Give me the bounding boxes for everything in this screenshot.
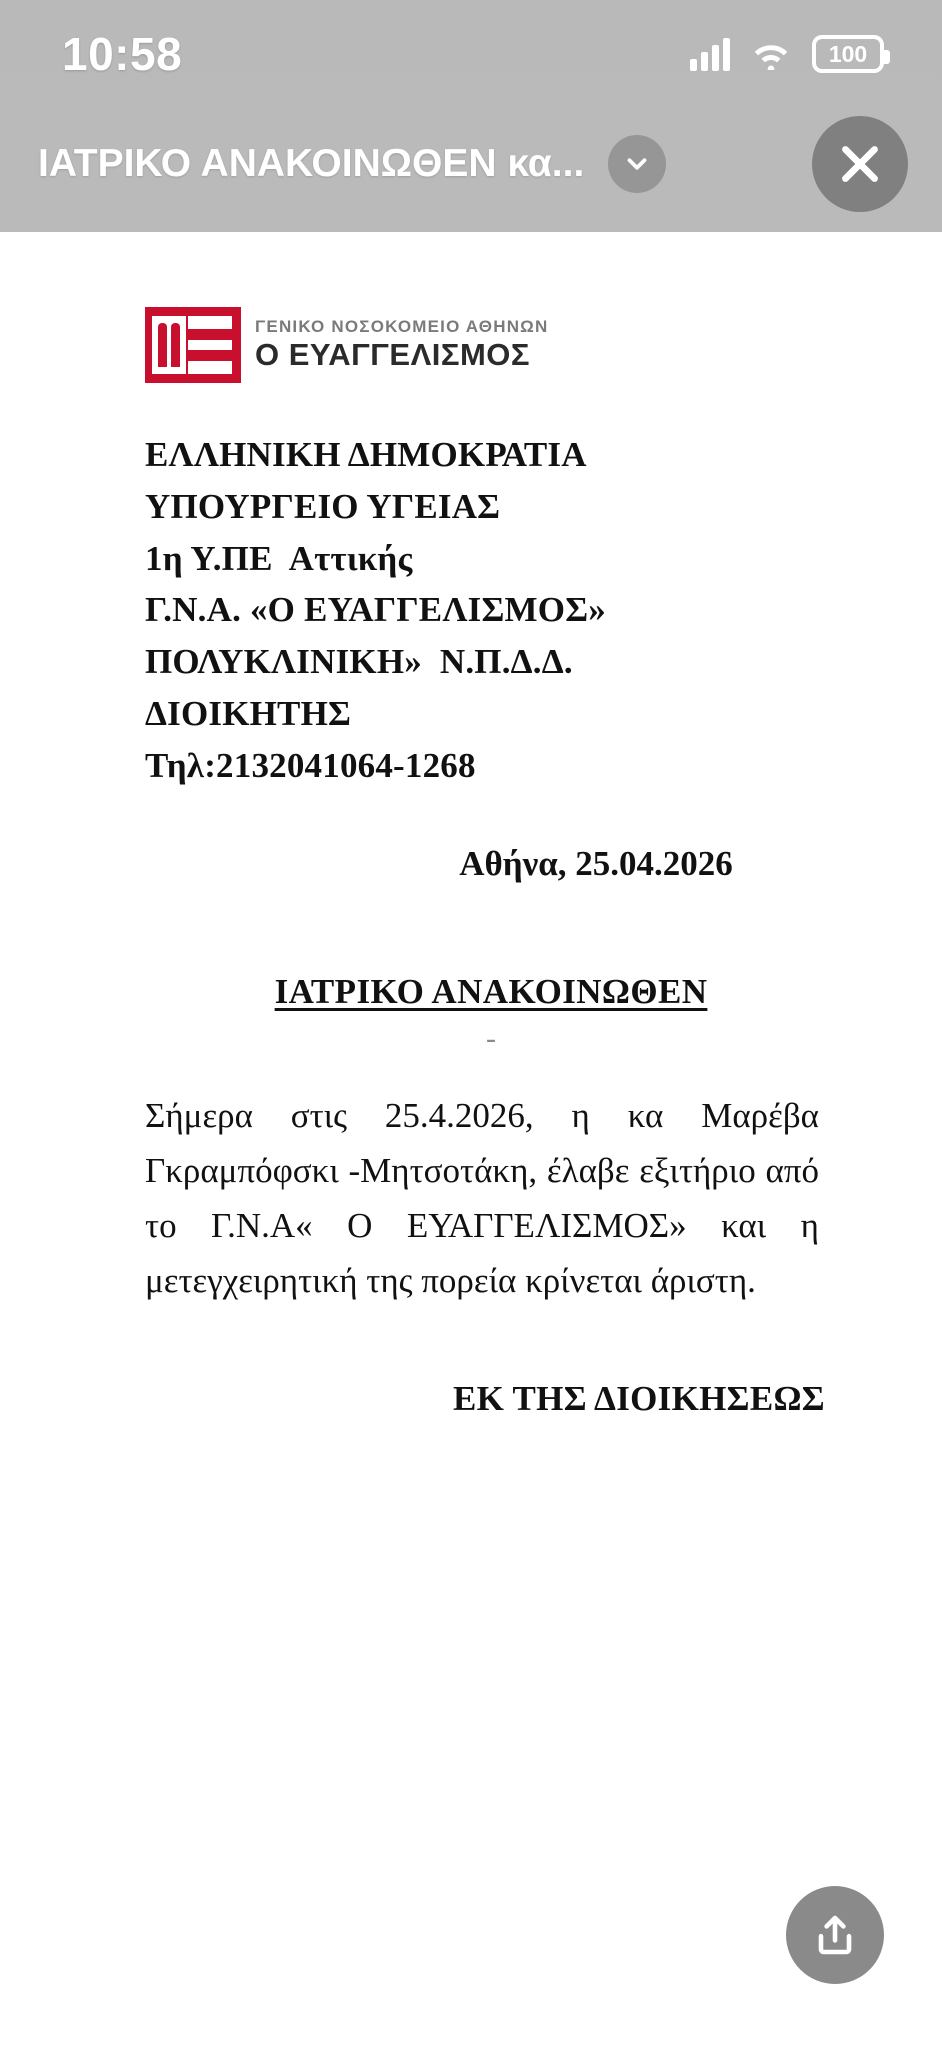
wifi-icon — [750, 38, 792, 70]
status-bar — [0, 0, 942, 108]
document-body-paragraph: Σήμερα στις 25.4.2026, η κα Μαρέβα Γκραμπόφσκι -Μητσοτάκη, έλαβε εξιτήριο από το Γ.Ν.Α« Ο ΕΥΑΓΓΕΛΙΣΜΟΣ» και η μετεγχειρητική της πορεία κρίνεται άριστη. — [145, 1095, 819, 1301]
letterhead-line-4: Γ.Ν.Α. «Ο ΕΥΑΓΓΕΛΙΣΜΟΣ» — [145, 590, 606, 630]
red-cross-hospital-logo-icon — [145, 307, 241, 383]
battery-icon — [812, 35, 884, 73]
page-title: ΙΑΤΡΙΚΟ ΑΝΑΚΟΙΝΩΘΕΝ κα... — [38, 142, 585, 185]
letterhead-line-6: ΔΙΟΙΚΗΤΗΣ — [145, 693, 352, 733]
letterhead-line-2: ΥΠΟΥΡΓΕΙΟ ΥΓΕΙΑΣ — [145, 486, 501, 526]
letterhead-line-3: 1η Υ.ΠΕ Αττικής — [145, 538, 413, 578]
status-time: 10:58 — [62, 28, 183, 80]
document-signature: ΕΚ ΤΗΣ ΔΙΟΙΚΗΣΕΩΣ — [452, 1378, 825, 1418]
share-icon[interactable] — [786, 1886, 884, 1984]
letterhead-line-1: ΕΛΛΗΝΙΚΗ ΔΗΜΟΚΡΑΤΙΑ — [145, 435, 587, 474]
hospital-logo-top-line: ΓΕΝΙΚΟ ΝΟΣΟΚΟΜΕΙΟ ΑΘΗΝΩΝ — [255, 317, 549, 337]
viewer-header — [0, 108, 942, 220]
letterhead-line-7: Τηλ:2132041064-1268 — [145, 745, 476, 785]
hospital-logo-main-line: Ο ΕΥΑΓΓΕΛΙΣΜΟΣ — [255, 337, 531, 373]
close-glyph — [835, 139, 885, 189]
title-separator: - — [486, 1021, 496, 1055]
chevron-down-glyph — [622, 149, 652, 179]
hospital-logo — [145, 307, 837, 383]
document-page — [0, 232, 942, 2046]
letterhead-line-5: ΠΟΛΥΚΛΙΝΙΚΗ» Ν.Π.Δ.Δ. — [145, 642, 573, 682]
cellular-signal-icon — [690, 37, 730, 71]
hospital-logo-text — [255, 318, 549, 371]
status-indicators — [690, 35, 884, 73]
document-date: Αθήνα, 25.04.2026 — [459, 843, 733, 883]
chevron-down-icon[interactable] — [608, 135, 666, 193]
letterhead — [145, 429, 837, 792]
document-title: ΙΑΤΡΙΚΟ ΑΝΑΚΟΙΝΩΘΕΝ — [274, 971, 708, 1011]
share-glyph — [811, 1911, 859, 1959]
battery-level: 100 — [828, 40, 868, 67]
close-icon[interactable] — [812, 116, 908, 212]
